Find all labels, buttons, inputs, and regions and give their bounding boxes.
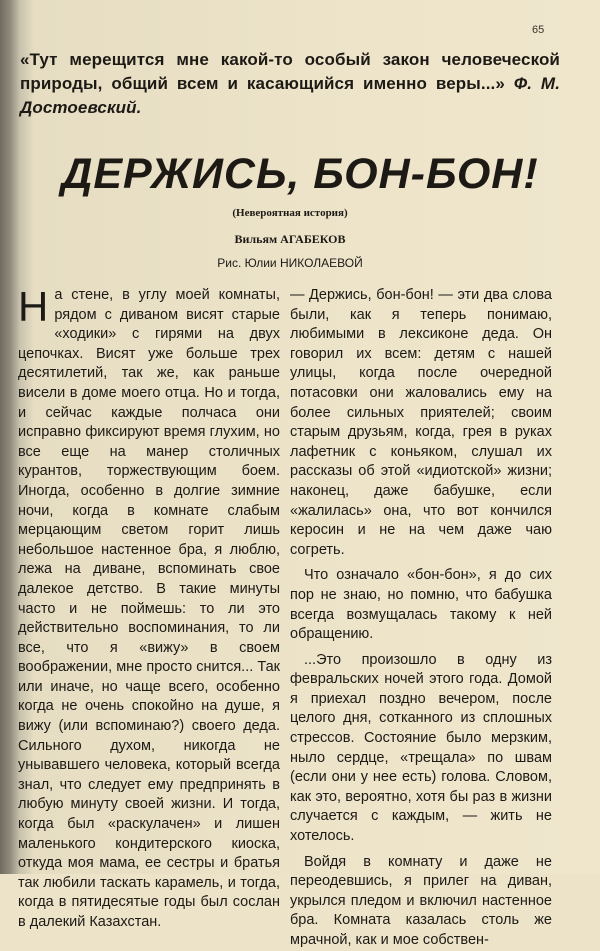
left-column-paragraph (18, 283, 280, 933)
article-byline: Вильям АГАБЕКОВ (234, 232, 346, 246)
article-subtitle: (Невероятная история) (232, 207, 348, 219)
right-column-paragraph-4: Войдя в комнату и даже не переодевшись, я прилег на диван, укрылся пледом и включил настенное бра. Комната казалась столь же мрачной, как и мое собствен- (290, 853, 552, 948)
left-column-text: а стене, в углу моей комнаты, рядом с диваном висят старые «ходики» с гирями на двух цепочках. Висят уже больше трех десятилетий, так же, как раньше висели в доме моего отца. Но и тогда, и сейчас каждые полчаса они исправно фиксируют время глухим, но все еще на манер столичных курантов, торжествующим боем. Иногда, особенно в долгие зимние ночи, когда в комнате слабым мерцающим светом горит лишь небольшое настенное бра, я люблю, лежа на диване, вспоминать свое далекое детство. В такие минуты часто и не поймешь: то ли это действительно воспоминания, то ли все, что я «вижу» в своем воображении, мне просто снится... Так или иначе, но чаще всего, особенно когда не очень спокойно на душе, я вижу (или вспоминаю?) своего деда. Сильного духом, никогда не унывавшего человека, который всегда знал, что следует ему предпринять в любую минуту своей жизни. И тогда, когда был «раскулачен» и лишен маленького кондитерского киоска, откуда моя мама, ее сестры и братья так любили таскать карамель, и тогда, когда в пятидесятые годы был сослан в далекий Казахстан. (18, 287, 280, 930)
epigraph-author: Ф. М. Достоевский. (20, 74, 561, 117)
epigraph-quote: «Тут мерещится мне какой-то особый закон человеческой природы, общий всем и касающийся именно веры...» (20, 50, 560, 93)
epigraph (20, 48, 560, 120)
right-column-paragraph-1: — Держись, бон-бон! — эти два слова были, как я теперь понимаю, любимыми в лексиконе деда. Он говорил их всем: детям с нашей улицы, когда после очередной потасовки они жаловались ему на более сильных приятелей; своим старым друзьям, когда, грея в руках лафетник с коньяком, слушал их рассказы об этой «идиотской» жизни; наконец, даже бабушке, если «жалилась» она, что вот кончился керосин и не на чем даже чаю согреть. (290, 287, 552, 558)
left-column (18, 283, 280, 933)
right-column-paragraph-2: Что означало «бон-бон», я до сих пор не знаю, но помню, что бабушка всегда возмущалась такому к ней обращению. (290, 567, 552, 643)
illustration-credit: Рис. Юлии НИКОЛАЕВОЙ (217, 256, 363, 270)
article-title: ДЕРЖИСЬ, БОН-БОН! (61, 150, 539, 198)
right-column (290, 286, 552, 951)
page-number: 65 (532, 24, 545, 36)
right-column-paragraph-3: ...Это произошло в одну из февральских ночей этого года. Домой я приехал поздно вечером, после целого дня, сотканного из сплошных стрессов. Состояние было мерзким, ныло сердце, «трещала» по швам (если они у нее есть) голова. Словом, как это, вероятно, хотя бы раз в жизни случается с каждым, — жить не хотелось. (290, 651, 552, 845)
drop-cap: Н (18, 283, 49, 330)
